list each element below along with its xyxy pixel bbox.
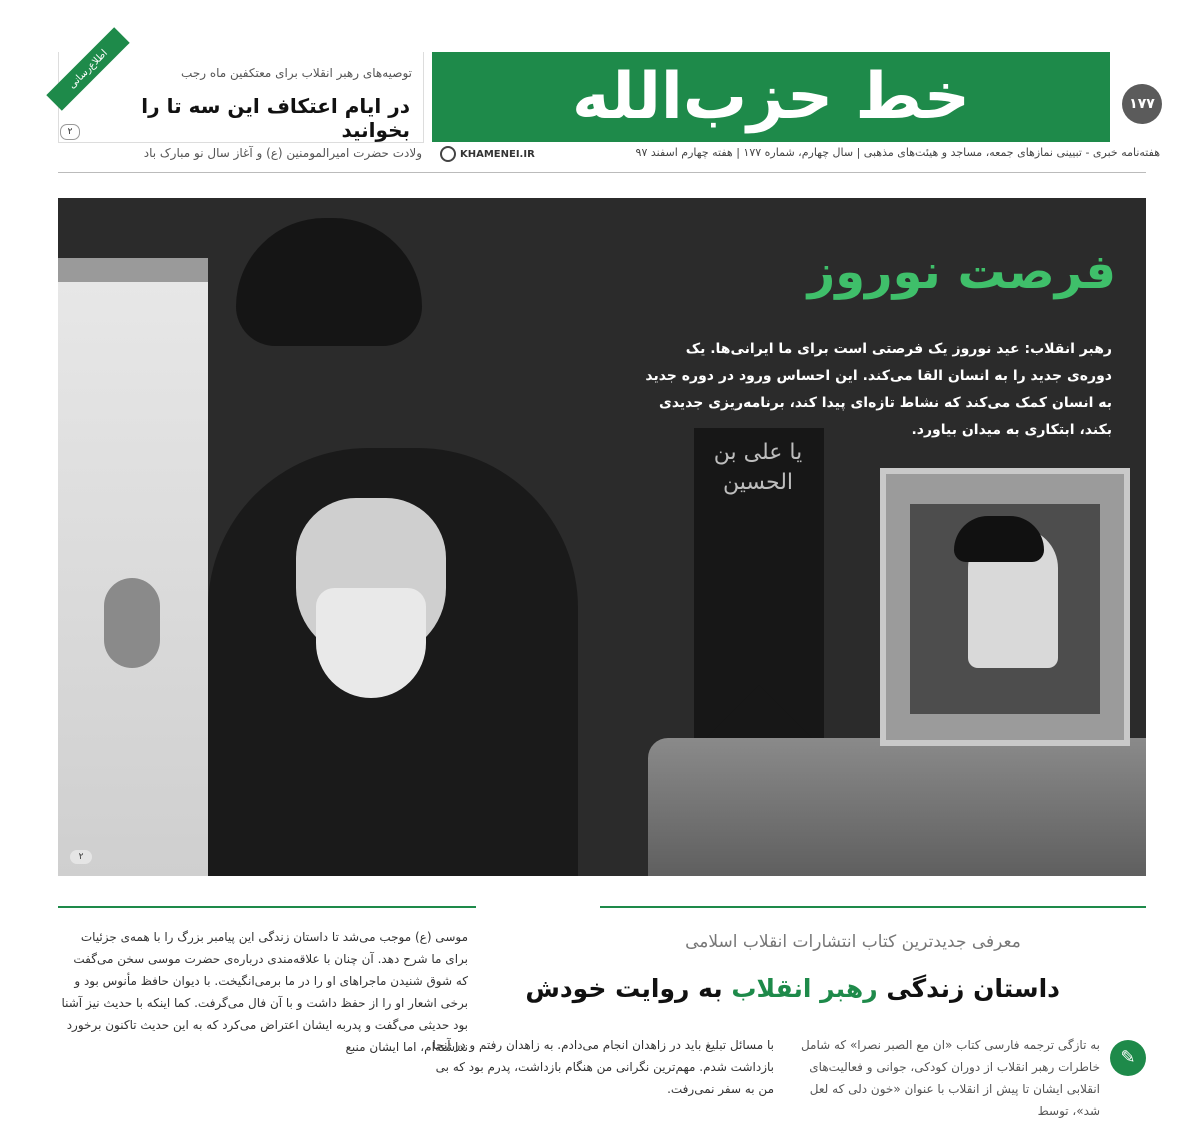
table-cloth [648,738,1146,876]
teaser-subline: ولادت حضرت امیرالمومنین (ع) و آغاز سال نو مبارک باد [143,146,422,160]
site-name: KHAMENEI.IR [460,148,535,160]
hero-photo [58,198,1146,876]
hero-lead: رهبر انقلاب: عید نوروز یک فرصتی است برای ما ایرانی‌ها. یک دوره‌ی جدید را به انسان القا می‌کند. این احساس ورود در دوره جدید به انسان کمک می‌کند که نشاط تازه‌ای پیدا کند، برنامه‌ریزی جدیدی بکند، ابتکاری به میدان بیاورد. [645,341,1112,438]
leader-turban [236,218,422,346]
teaser-page-badge: ۲ [60,124,80,140]
banner-calligraphy: یا علی بن الحسین [713,440,803,495]
article-title-highlight: رهبر انقلاب [731,974,878,1003]
teaser-ribbon: اطلاع‌رسانی [46,27,129,110]
article-title[interactable] [520,974,1060,1003]
quote-icon: ✎ [1110,1040,1146,1076]
hero-headline[interactable]: فرصت نوروز [807,244,1116,300]
left-column-text: موسی (ع) موجب می‌شد تا داستان زندگی این پیامبر بزرگ را با همه‌ی جزئیات برای ما شرح دهد. آن چنان با علاقه‌مندی درباره‌ی حضرت موسی سخن می‌گفت که شوق شنیدن ماجراهای او را در ما برمی‌انگیخت. با دیوان حافظ مأنوس بود و برخی اشعار او را از حفظ داشت و با آن فال می‌گرفت. کما اینکه با حدیث نیز آشنا بود حدیثی می‌گفت و پدربه ایشان اعتراض می‌کرد که به این حدیث تاکنون برخورد نداشته‌ام، اما ایشان منبع [61,930,468,1054]
middle-column-text: با مسائل تبلیغ باید در زاهدان انجام می‌دادم. به زاهدان رفتم و در آنجا بازداشت شدم. مهم‌ترین نگرانی من هنگام بازداشت، پدرم بود که بی من به سفر نمی‌رفت. [432,1038,774,1096]
flag-band [58,258,208,282]
teaser-kicker: توصیه‌های رهبر انقلاب برای معتکفین ماه رجب [181,66,412,80]
hero-page-badge: ۲ [70,850,92,864]
flag-emblem-icon [104,578,160,668]
issue-number-badge: ۱۷۷ [1122,84,1162,124]
teaser-title[interactable]: در ایام اعتکاف این سه تا را بخوانید [141,94,410,142]
article-kicker: معرفی جدیدترین کتاب انتشارات انقلاب اسلامی [685,932,1021,952]
left-column-rule [58,906,476,908]
flag-shape [58,258,208,876]
article-title-post: به روایت خودش [525,974,732,1003]
masthead-logo[interactable]: خط حزب‌الله [571,60,971,134]
masthead-divider [58,172,1146,173]
site-mark[interactable] [440,145,572,163]
article-title-pre: داستان زندگی [877,974,1060,1003]
right-column-text: به تازگی ترجمه فارسی کتاب «ان مع الصبر نصرا» که شامل خاطرات رهبر انقلاب از دوران کودکی، جوانی و فعالیت‌های انقلابی ایشان تا پیش از انقلاب با عنوان «خون دلی که لعل شد»، توسط [800,1038,1100,1118]
masthead-info-line: هفته‌نامه خبری - تبیینی نمازهای جمعه، مساجد و هیئت‌های مذهبی | سال چهارم، شماره ۱۷۷ | هفته چهارم اسفند ۹۷ [635,146,1160,159]
site-seal-icon [440,146,456,162]
article-rule [600,906,1146,908]
leader-beard [316,588,426,698]
framed-portrait-turban [954,516,1044,562]
